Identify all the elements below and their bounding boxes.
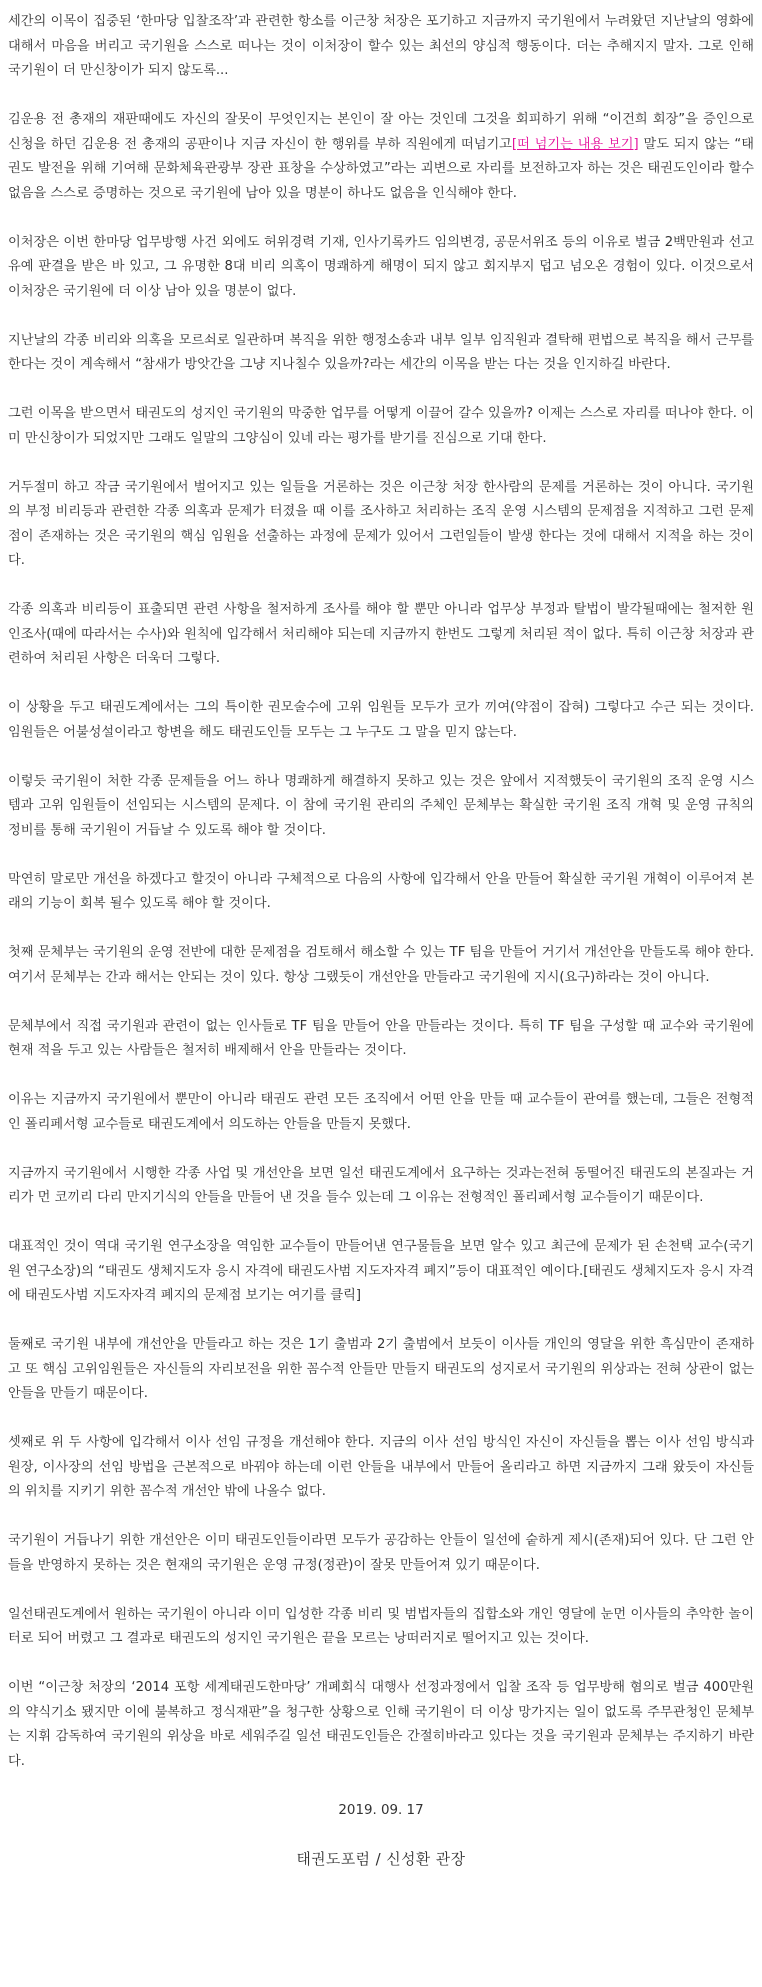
- paragraph-15: 대표적인 것이 역대 국기원 연구소장을 역임한 교수들이 만들어낸 연구물들을 보면 알수 있고 최근에 문제가 된 손천택 교수(국기원 연구소장)의 “태권도 생체지도자 응시 자격에 태권도사범 지도자자격 폐지”등이 대표적인 예이다.[태권도 생체지도자 응시 자격에 태권도사범 지도자자격 폐지의 문제점 보기는 여기를 클릭]: [8, 1239, 754, 1303]
- paragraph-12: 문체부에서 직접 국기원과 관련이 없는 인사들로 TF 팀을 만들어 안을 만들라는 것이다. 특히 TF 팀을 구성할 때 교수와 국기원에 현재 적을 두고 있는 사람들은 철저히 배제해서 안을 만들라는 것이다.: [8, 1018, 754, 1058]
- paragraph-7: 각종 의혹과 비리등이 표출되면 관련 사항을 철저하게 조사를 해야 할 뿐만 아니라 업무상 부정과 탈법이 발각될때에는 철저한 원인조사(때에 따라서는 수사)와 원칙에 입각해서 처리해야 되는데 지금까지 한번도 그렇게 처리된 적이 없다. 특히 이근창 처장과 관련하여 처리된 사항은 더욱더 그렇다.: [8, 602, 754, 666]
- paragraph-2-text-after: 말도 되지 않는 “태권도 발전을 위해 기여해 문화체육관광부 장관 표창을 수상하였고”라는 괴변으로 자리를 보전하고자 하는 것은 태권도인이라 할수 없음을 스스로 증명하는 것으로 국기원에 남아 있을 명분이 하나도 없음을 인식해야 한다.: [8, 136, 754, 201]
- paragraph-5: 그런 이목을 받으면서 태권도의 성지인 국기원의 막중한 업무를 어떻게 이끌어 갈수 있을까? 이제는 스스로 자리를 떠나야 한다. 이미 만신창이가 되었지만 그래도 일말의 그양심이 있네 라는 평가를 받기를 진심으로 기대 한다.: [8, 406, 754, 446]
- paragraph-2: [8, 108, 754, 206]
- paragraph-9: 이렇듯 국기원이 처한 각종 문제들을 어느 하나 명쾌하게 해결하지 못하고 있는 것은 앞에서 지적했듯이 국기원의 조직 운영 시스템과 고위 임원들이 선임되는 시스템의 문제다. 이 참에 국기원 관리의 주체인 문체부는 확실한 국기원 조직 개혁 및 운영 규칙의 정비를 통해 국기원이 거듭날 수 있도록 해야 할 것이다.: [8, 773, 754, 838]
- paragraph-6: 거두절미 하고 작금 국기원에서 벌어지고 있는 일들을 거론하는 것은 이근창 처장 한사람의 문제를 거론하는 것이 아니다. 국기원의 부정 비리등과 관련한 각종 의혹과 문제가 터졌을 때 이를 조사하고 처리하는 조직 운영 시스템의 문제점을 지적하고 그런 문제점이 존재하는 것은 국기원의 핵심 임원을 선출하는 과정에 문제가 있어서 그런일들이 발생 한다는 것에 대해서 지적을 하는 것이다.: [8, 479, 754, 568]
- paragraph-18: 국기원이 거듭나기 위한 개선안은 이미 태권도인들이라면 모두가 공감하는 안들이 일선에 숱하게 제시(존재)되어 있다. 단 그런 안들을 반영하지 못하는 것은 현재의 국기원은 운영 규정(정관)이 잘못 만들어져 있기 때문이다.: [8, 1533, 754, 1573]
- paragraph-4: 지난날의 각종 비리와 의혹을 모르쇠로 일관하며 복직을 위한 행정소송과 내부 일부 임직원과 결탁해 편법으로 복직을 해서 근무를 한다는 것이 계속해서 “참새가 방앗간을 그냥 지나칠수 있을까?라는 세간의 이목을 받는 다는 것을 인지하길 바란다.: [8, 332, 754, 372]
- paragraph-17: 셋째로 위 두 사항에 입각해서 이사 선임 규정을 개선해야 한다. 지금의 이사 선임 방식인 자신이 자신들을 뽑는 이사 선임 방식과 원장, 이사장의 선임 방법을 근본적으로 바꿔야 하는데 이런 안들을 내부에서 만들어 올리라고 하면 지금까지 그래 왔듯이 자신들의 위치를 지키기 위한 꼼수적 개선안 밖에 나올수 없다.: [8, 1435, 754, 1499]
- paragraph-13: 이유는 지금까지 국기원에서 뿐만이 아니라 태권도 관련 모든 조직에서 어떤 안을 만들 때 교수들이 관여를 했는데, 그들은 전형적인 폴리페서형 교수들로 태권도계에서 의도하는 안들을 만들지 못했다.: [8, 1092, 754, 1132]
- article-date: 2019. 09. 17: [338, 1802, 424, 1818]
- paragraph-2-text-before: 김운용 전 총재의 재판때에도 자신의 잘못이 무엇인지는 본인이 잘 아는 것인데 그것을 회피하기 위해 “이건희 회장”을 증인으로 신청을 하던 김운용 전 총재의 공판이나 지금 자신이 한 행위를 부하 직원에게 떠넘기고: [8, 112, 754, 152]
- paragraph-19: 일선태권도계에서 원하는 국기원이 아니라 이미 입성한 각종 비리 및 범법자들의 집합소와 개인 영달에 눈먼 이사들의 추악한 놀이터로 되어 버렸고 그 결과로 태권도의 성지인 국기원은 끝을 모르는 낭떠러지로 떨어지고 있는 것이다.: [8, 1606, 754, 1646]
- view-shifted-content-link[interactable]: [떠 넘기는 내용 보기]: [511, 136, 639, 152]
- paragraph-10: 막연히 말로만 개선을 하겠다고 할것이 아니라 구체적으로 다음의 사항에 입각해서 안을 만들어 확실한 국기원 개혁이 이루어져 본래의 기능이 회복 될수 있도록 해야 할 것이다.: [8, 871, 754, 911]
- paragraph-11: 첫째 문체부는 국기원의 운영 전반에 대한 문제점을 검토해서 해소할 수 있는 TF 팀을 만들어 거기서 개선안을 만들도록 해야 한다. 여기서 문체부는 간과 해서는 안되는 것이 있다. 항상 그랬듯이 개선안을 만들라고 국기원에 지시(요구)하라는 것이 아니다.: [8, 945, 754, 985]
- paragraph-8: 이 상황을 두고 태권도계에서는 그의 특이한 권모술수에 고위 임원들 모두가 코가 끼여(약점이 잡혀) 그렇다고 수근 되는 것이다. 임원들은 어불성설이라고 항변을 해도 태권도인들 모두는 그 누구도 그 말을 믿지 않는다.: [8, 700, 754, 740]
- paragraph-20: 이번 “이근창 처장의 ‘2014 포항 세계태권도한마당’ 개폐회식 대행사 선정과정에서 입찰 조작 등 업무방해 혐의로 벌금 400만원의 약식기소 됐지만 이에 불복하고 정식재판”을 청구한 상황으로 인해 국기원이 더 이상 망가지는 일이 없도록 주무관청인 문체부는 지휘 감독하여 국기원의 위상을 바로 세워주길 일선 태권도인들은 간절히바라고 있다는 것을 국기원과 문체부는 주지하기 바란다.: [8, 1680, 754, 1769]
- paragraph-3: 이처장은 이번 한마당 업무방행 사건 외에도 허위경력 기재, 인사기록카드 임의변경, 공문서위조 등의 이유로 벌금 2백만원과 선고유예 판결을 받은 바 있고, 그 유명한 8대 비리 의혹이 명쾌하게 해명이 되지 않고 회지부지 덥고 넘오온 경험이 있다. 이것으로서 이처장은 국기원에 더 이상 남아 있을 명분이 없다.: [8, 234, 754, 299]
- paragraph-1: 세간의 이목이 집중된 ‘한마당 입찰조작’과 관련한 항소를 이근창 처장은 포기하고 지금까지 국기원에서 누려왔던 지난날의 영화에 대해서 마음을 버리고 국기원을 스스로 떠나는 것이 이처장이 할수 있는 최선의 양심적 행동이다. 더는 추해지지 말자. 그로 인해 국기원이 더 만신창이가 되지 않도록...: [8, 14, 754, 78]
- paragraph-14: 지금까지 국기원에서 시행한 각종 사업 및 개선안을 보면 일선 태권도계에서 요구하는 것과는전혀 동떨어진 태권도의 본질과는 거리가 먼 코끼리 다리 만지기식의 안들을 만들어 낸 것을 들수 있는데 그 이유는 전형적인 폴리페서형 교수들이기 때문이다.: [8, 1165, 754, 1205]
- paragraph-16: 둘째로 국기원 내부에 개선안을 만들라고 하는 것은 1기 출범과 2기 출범에서 보듯이 이사들 개인의 영달을 위한 흑심만이 존재하고 또 핵심 고위임원들은 자신들의 자리보전을 위한 꼼수적 안들만 만들지 태권도의 성지로서 국기원의 위상과는 전혀 상관이 없는 안들을 만들기 때문이다.: [8, 1337, 754, 1401]
- author-signature: 태권도포럼 / 신성환 관장: [296, 1850, 466, 1868]
